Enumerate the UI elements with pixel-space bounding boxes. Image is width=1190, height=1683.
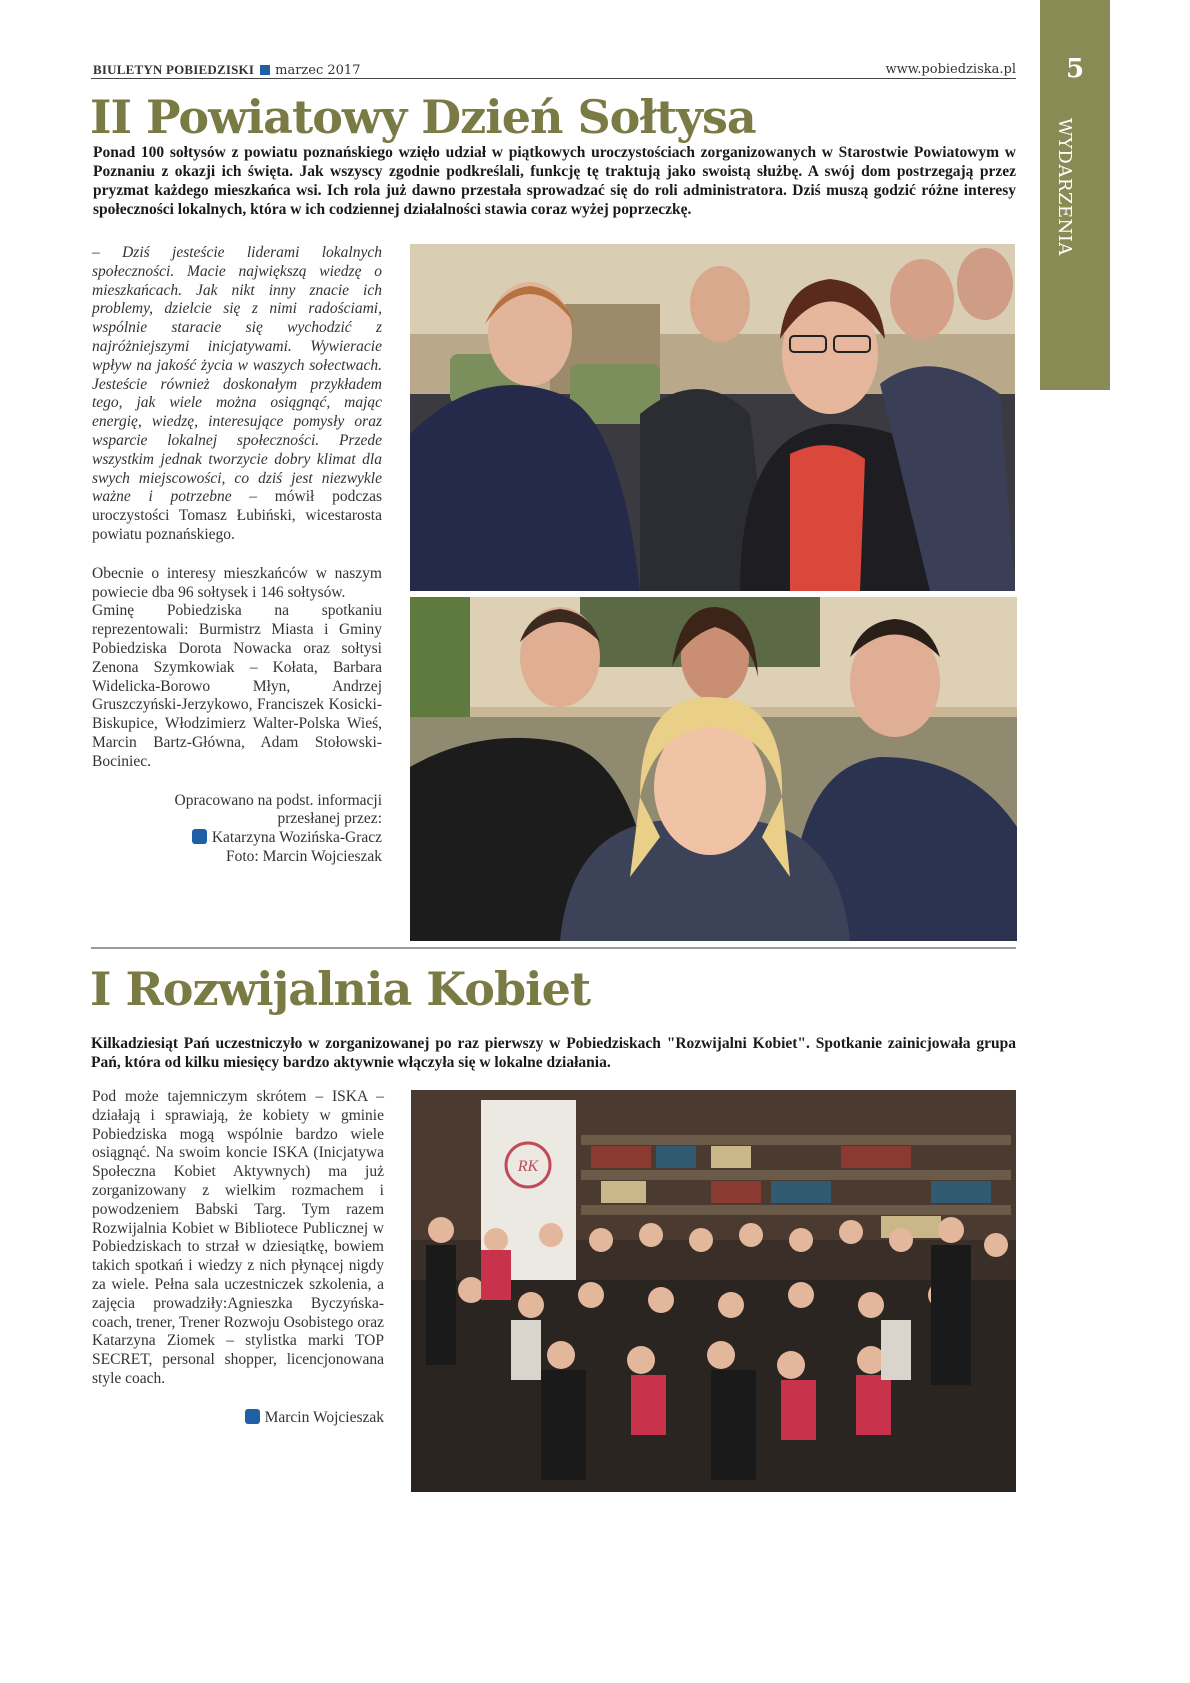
page-number: 5 [1065, 54, 1085, 84]
publication-name: BIULETYN POBIEDZISKI [93, 62, 255, 77]
article2-author: Marcin Wojcieszak [264, 1408, 384, 1426]
article2-body-column [92, 1088, 384, 1428]
banner-logo: RK [517, 1158, 539, 1175]
article2-body: Pod może tajemniczym skrótem – ISKA – działają i sprawiają, że kobiety w gminie Pobiedziska mogą wspólnie bardzo wiele osiągnąć. Na swoim koncie ISKA (Inicjatywa Społeczna Kobiet Aktywnych) ma już zorganizowany z wielkim rozmachem i powodzeniem Babski Targ. Tym razem Rozwijalnia Kobiet w Bibliotece Publicznej w Pobiedziskach to strzał w dziesiątkę, bowiem takich spotkań i wiedzy z nich płynącej nigdy za wiele. Pełna sala uczestniczek szkolenia, a zajęcia prowadziły:Agnieszka Byczyńska-coach, trener, Trener Rozwoju Osobistego oraz Katarzyna Ziomek – stylistka marki TOP SECRET, personal shopper, licencjonowana style coach. [92, 1088, 384, 1387]
credit-line-2: przesłanej przez: [277, 810, 382, 828]
article1-quote-paragraph [92, 244, 382, 545]
section-label-wrapper [1055, 118, 1095, 278]
publication-header [93, 62, 360, 78]
square-bullet-icon [260, 65, 270, 75]
article1-quote: – Dziś jesteście liderami lokalnych społeczności. Macie największą wiedzę o mieszkańcach. Jak nikt inny znacie ich problemy, dzielcie się z nimi radościami, wspólnie staracie się wychodzić z najróżniejszymi inicjatywami. Wywieracie wpływ na jakość życia w waszych sołectwach. Jesteście również doskonałym przykładem tego, jak wiele można osiągnąć, mając energię, wiedzę, interesujące pomysły oraz wsparcie lokalnej społeczności. Przede wszystkim jednak tworzycie dobry klimat dla swych miejscowości, co dziś jest niezwykle ważne i potrzebne [92, 244, 382, 506]
article1-paragraph-2: Obecnie o interesy mieszkańców w naszym powiecie dba 96 sołtysek i 146 sołtysów. [92, 564, 382, 601]
photo-soltysi-women [410, 244, 1015, 591]
article1-credits [92, 792, 382, 867]
section-label: WYDARZENIA [1054, 118, 1075, 256]
author-bullet-icon [192, 829, 207, 844]
credit-line-1: Opracowano na podst. informacji [174, 791, 382, 809]
credit-author-line [92, 829, 382, 848]
article2-lead: Kilkadziesiąt Pań uczestniczyło w zorganizowanej po raz pierwszy w Pobiedziskach "Rozwijalni Kobiet". Spotkanie zainicjowała grupa Pań, która od kilku miesięcy bardzo aktywnie włączyła się w lokalne działania. [91, 1035, 1016, 1071]
article1-paragraph-3: Gminę Pobiedziska na spotkaniu reprezentowali: Burmistrz Miasta i Gminy Pobiedziska Dorota Nowacka oraz sołtysi Zenona Szymkowiak – Kołata, Barbara Widelicka-Borowo Młyn, Andrzej Gruszczyński-Jerzykowo, Franciszek Kosicki-Biskupice, Włodzimierz Walter-Polska Wieś, Marcin Bartz-Główna, Adam Stołowski-Bociniec. [92, 602, 382, 770]
article1-quote-attribution: – mówił podczas uroczystości Tomasz Łubiński, wicestarosta powiatu poznańskiego. [92, 488, 382, 543]
website-url[interactable]: www.pobiedziska.pl [885, 62, 1016, 77]
credit-photo: Foto: Marcin Wojcieszak [225, 847, 382, 865]
photo-rozwijalnia-group [411, 1090, 1016, 1492]
article2-title: I Rozwijalnia Kobiet [90, 962, 591, 1016]
article1-title: II Powiatowy Dzień Sołtysa [90, 90, 756, 144]
article1-body [92, 244, 382, 867]
credit-author: Katarzyna Wozińska-Gracz [211, 829, 382, 847]
header-rule [91, 78, 1016, 79]
article1-lead: Ponad 100 sołtysów z powiatu poznańskiego wzięło udział w piątkowych uroczystościach zorganizowanych w Starostwie Powiatowym w Poznaniu z okazji ich święta. Jak wszyscy zgodnie podkreślali, funkcję tę traktują jako swoistą służbę. A swój dom postrzegają przez pryzmat każdego mieszkańca wsi. Ich rola już dawno przestała sprowadzać się do roli administratora. Dziś muszą godzić różne interesy społeczności lokalnych, która w ich codziennej działalności stawia coraz wyżej poprzeczkę. [93, 144, 1016, 218]
issue-date: marzec 2017 [275, 63, 361, 78]
photo-pobiedziska-delegation [410, 597, 1017, 941]
section-divider [91, 947, 1016, 949]
author-bullet-icon [245, 1409, 260, 1424]
article2-author-line [92, 1409, 384, 1428]
